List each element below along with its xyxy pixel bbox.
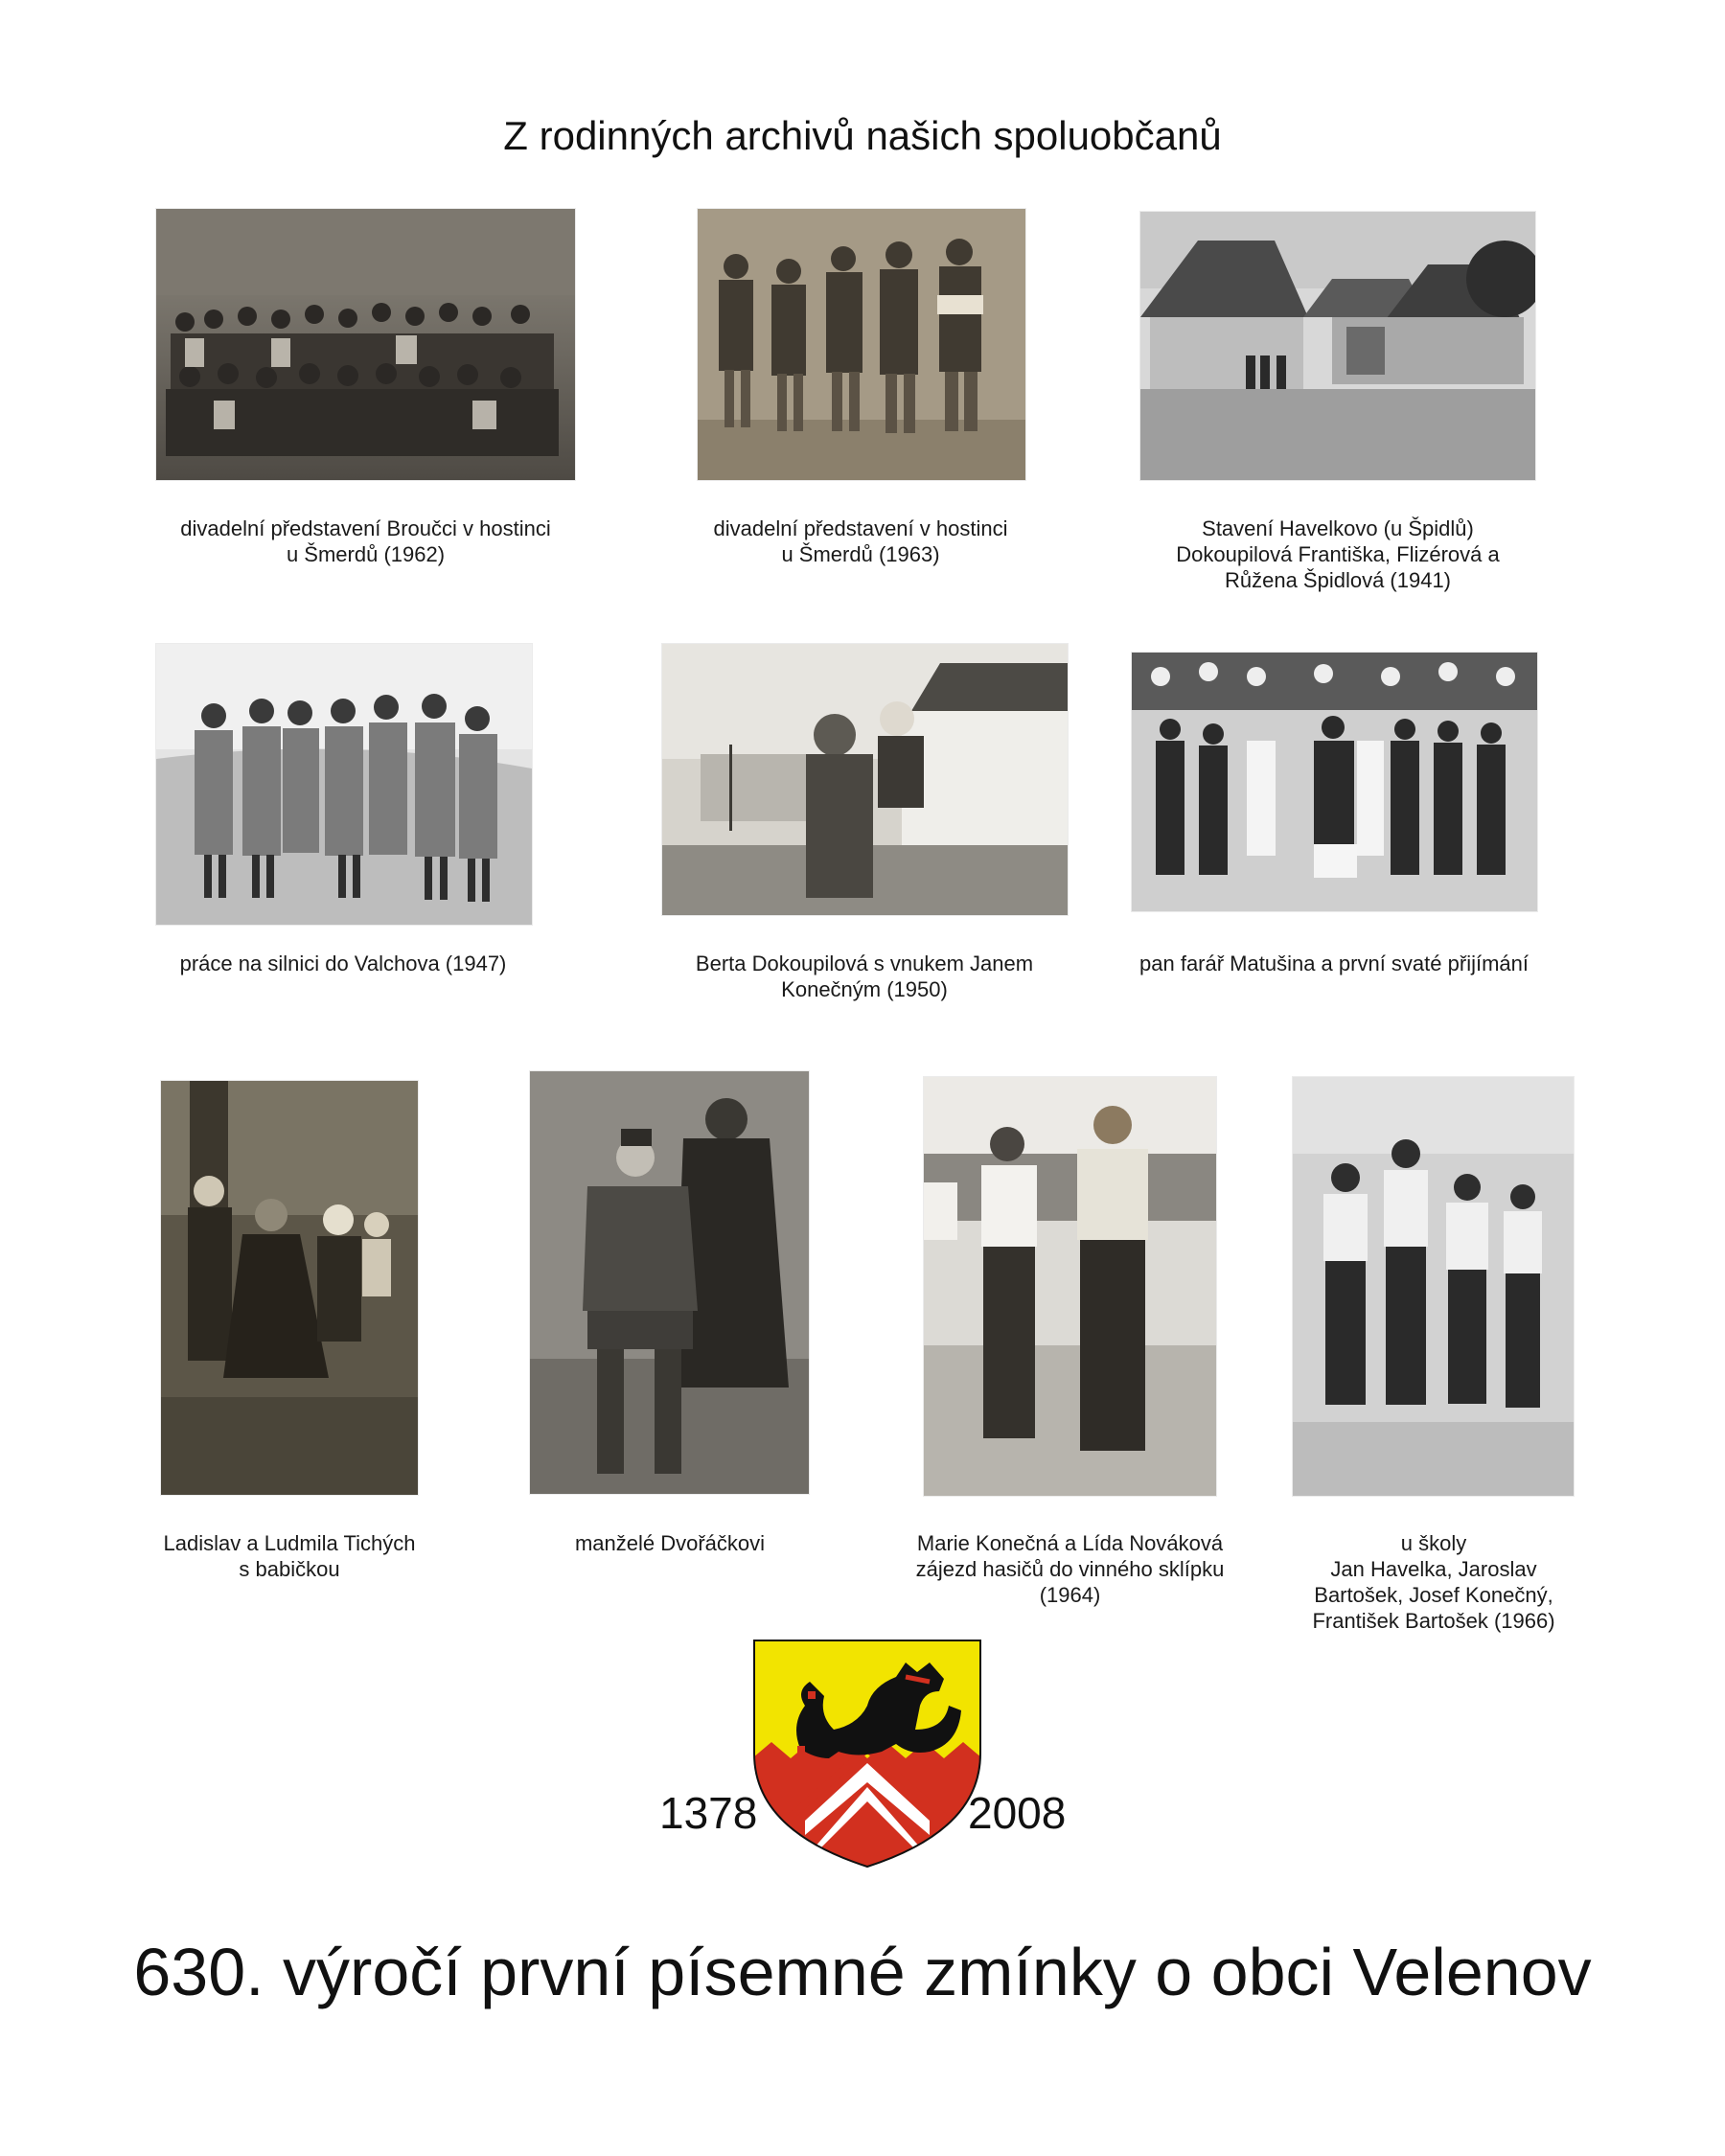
caption-line: u školy: [1400, 1531, 1467, 1555]
caption-staveni-havelkovo: [1131, 516, 1545, 593]
caption-u-skoly: [1265, 1530, 1602, 1634]
caption-tichych-s-babickou: [144, 1530, 435, 1582]
photo-divadlo-1963: [698, 209, 1025, 480]
anniversary-title: 630. výročí první písemné zmínky o obci Velenov: [133, 1935, 1592, 2009]
caption-line: Růžena Špidlová (1941): [1224, 568, 1452, 592]
caption-line: Dokoupilová Františka, Flizérová a: [1176, 542, 1500, 566]
caption-silnice-valchov: [115, 951, 571, 976]
photo-manzele-dvorackovi: [530, 1071, 809, 1494]
caption-line: manželé Dvořáčkovi: [574, 1531, 766, 1555]
caption-line: František Bartošek (1966): [1312, 1609, 1555, 1633]
photo-silnice-valchov: [156, 644, 532, 925]
caption-broucci-1962: [125, 516, 607, 567]
caption-konecna-novakova: [905, 1530, 1235, 1608]
velenov-coat-of-arms: [752, 1639, 982, 1869]
year-anniversary: 2008: [968, 1788, 1067, 1838]
caption-line: Berta Dokoupilová s vnukem Janem: [695, 952, 1034, 975]
photo-broucci-1962: [156, 209, 575, 480]
caption-line: Bartošek, Josef Konečný,: [1314, 1583, 1553, 1607]
caption-line: Jan Havelka, Jaroslav: [1330, 1557, 1537, 1581]
caption-line: divadelní představení v hostinci: [713, 516, 1008, 540]
caption-line: práce na silnici do Valchova (1947): [179, 952, 507, 975]
caption-line: Marie Konečná a Lída Nováková: [916, 1531, 1224, 1555]
photo-staveni-havelkovo: [1140, 212, 1535, 480]
caption-divadlo-1963: [652, 516, 1070, 567]
caption-line: u Šmerdů (1962): [286, 542, 446, 566]
caption-berta-dokoupilova: [652, 951, 1077, 1002]
caption-line: u Šmerdů (1963): [781, 542, 940, 566]
page-title: Z rodinných archivů našich spoluobčanů: [503, 113, 1222, 158]
photo-konecna-novakova: [924, 1077, 1216, 1496]
caption-line: divadelní představení Broučci v hostinci: [180, 516, 551, 540]
photo-berta-dokoupilova: [662, 644, 1068, 915]
caption-line: zájezd hasičů do vinného sklípku: [915, 1557, 1225, 1581]
caption-prvni-svate-prijimani: [1112, 951, 1556, 976]
caption-line: (1964): [1039, 1583, 1101, 1607]
photo-tichych-s-babickou: [161, 1081, 418, 1495]
caption-line: s babičkou: [239, 1557, 340, 1581]
caption-line: Ladislav a Ludmila Tichých: [163, 1531, 416, 1555]
photo-prvni-svate-prijimani: [1132, 653, 1537, 911]
year-founded: 1378: [659, 1788, 758, 1838]
caption-line: Konečným (1950): [781, 977, 948, 1001]
photo-u-skoly: [1293, 1077, 1574, 1496]
caption-line: pan farář Matušina a první svaté přijímání: [1139, 952, 1529, 975]
caption-manzele-dvorackovi: [518, 1530, 822, 1556]
caption-line: Stavení Havelkovo (u Špidlů): [1202, 516, 1474, 540]
